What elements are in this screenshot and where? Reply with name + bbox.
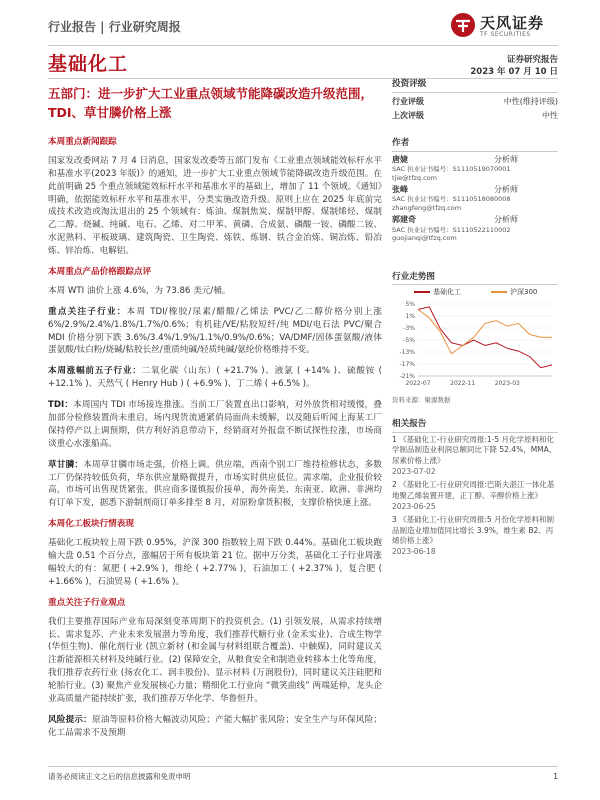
section-title-news: 本周重点新闻跟踪: [48, 137, 117, 147]
focus-label: 重点关注子行业：: [48, 306, 127, 317]
rating-industry-label: 行业评级: [392, 96, 424, 106]
risk-label: 风险提示：: [48, 714, 92, 725]
author-role: 分析师: [494, 215, 518, 225]
author-cert: SAC 执业证书编号：S1110522110002: [392, 225, 511, 234]
author-cert: SAC 执业证书编号：S1110519070001: [392, 165, 511, 174]
rating-title: 投资评级: [392, 78, 558, 93]
authors-title: 作者: [392, 137, 558, 152]
author-name: 郭建奇: [392, 215, 416, 225]
page-number: 1: [553, 772, 558, 781]
legend-item-hs300: [491, 287, 537, 298]
author-name: 唐婕: [392, 154, 408, 164]
oil-paragraph: 本周 WTI 油价上涨 4.6%，为 73.86 美元/桶。: [48, 285, 231, 296]
legend-item-chem: [414, 287, 461, 298]
author-1: [392, 155, 558, 182]
related-date: 2023-06-18: [392, 547, 436, 557]
news-paragraph: 国家发改委网站 7 月 4 日消息，国家发改委等五部门发布《工业重点领域能效标杆水平和基准水平(2023 年版)》的通知，进一步扩大工业重点领域节能降碳改造升级范围。在此前明确 25 个重点领域能效标杆水平和基准水平的基础上，增加了 11 个领域。《通知》明确，依据能效标杆水平和基准水平，分类实施改造升级。原则上应在 2025 年底前完成技术改造或淘汰退出的 25 个领域有：炼油、煤制焦炭、煤制甲醇、煤制烯烃、煤制乙二醇、烧碱、纯碱、电石、乙烯、对二甲苯、黄磷、合成氨、磷酸一铵、磷酸二铵、水泥熟料、平板玻璃、建筑陶瓷、卫生陶瓷、炼铁、炼钢、铁合金冶炼、铜冶炼、铅冶炼、锌冶炼、电解铝。: [48, 155, 382, 257]
page-footer: [48, 766, 558, 782]
y-tick-label: 5%: [405, 300, 415, 308]
x-tick-label: 2022-11: [450, 379, 476, 387]
rating-prev: [392, 109, 558, 123]
author-3: [392, 215, 558, 242]
y-tick-label: 1%: [405, 312, 415, 320]
author-role: 分析师: [494, 154, 518, 164]
views-paragraph: 我们主要推荐国际产业布局深刻变革周期下的投资机会。(1) 引领发展，从需求持续增长、需求复苏、产业未来发展潜力等角度，我们推荐代糖行业 (金禾实业)、合成生物学 (华恒生物)、催化剂行业 (凯立新材 (和金属与材料组联合覆盖)、中触媒)，同时建议关注新能源相关材料及纯碱行业。(2) 保障安全，从粮食安全和制造业转移本土化等角度，我们推荐农药行业 (扬农化工、润丰股份)、显示材料 (万润股份)，同时建议关注硅肥和轮胎行业。(3) 聚焦产业发展核心力量；精细化工行业向 “微笑曲线” 两端延伸，龙头企业高质量产能持续扩张，我们推荐万华化学、华鲁恒升。: [48, 616, 382, 704]
glyphosate-text: 本周草甘膦市场走强，价格上调。供应端，西南个别工厂维持检修状态，多数工厂仍保持较低负荷，华东供应量略微提升，市场实时供应低位。需求端，企业报价较高，市场可出售现货紧张，供应商多谨慎报价接单，海外南美、东南亚、欧洲、非洲均有订单下发，据悉下游制剂商订单多排至 8 月，对原粉拿货积极，支撑价格快速上涨。: [48, 459, 382, 509]
rating-industry: [392, 95, 558, 109]
rating-prev-label: 上次评级: [392, 110, 424, 120]
author-role: 分析师: [494, 185, 518, 195]
x-tick-label: 2023-03: [494, 379, 520, 387]
legend-label-chem: 基础化工: [433, 288, 461, 297]
related-date: 2023-06-25: [392, 501, 436, 511]
related-item[interactable]: 2 《基础化工-行业研究周报:巴斯夫湛江一体化基地聚乙烯装置开建，正丁醇、辛醇价格上涨》: [392, 480, 555, 500]
trend-title: 行业走势图: [392, 271, 558, 286]
section-title-views: 重点关注子行业观点: [48, 597, 126, 608]
rating-prev-value: 中性: [542, 110, 558, 120]
y-tick-label: -21%: [399, 372, 415, 380]
report-type: 证券研究报告: [506, 55, 558, 65]
report-date: 2023 年 07 月 10 日: [470, 67, 558, 77]
related-list: [392, 435, 558, 559]
author-name: 张峰: [392, 185, 408, 195]
focus-text: 本周 TDI/橡胶/尿素/醋酸/乙烯法 PVC/乙二醇价格分别上涨 6%/2.9%/2.4%/1.8%/1.7%/0.6%；有机硅/VE/粘胶短纤/纯 MDI/电石法 PVC/聚合 MDI 价格分别下跌 3.6%/3.4%/1.9%/1.1%/0.9%/0.6%；VA/DMF/固体蛋氨酸/液体蛋氨酸/钛白粉/烧碱/粘胶长丝/重质纯碱/轻质纯碱/氨纶价格维持不变。: [48, 306, 382, 356]
tf-logo-icon: [450, 12, 476, 38]
sector-title: 基础化工: [48, 53, 129, 75]
y-tick-label: -5%: [403, 336, 415, 344]
risk-text: 原油等原料价格大幅波动风险；产能大幅扩张风险；安全生产与环保风险；化工品需求不及预期: [48, 714, 382, 738]
y-tick-label: -13%: [399, 348, 415, 356]
author-2: [392, 185, 558, 212]
author-email[interactable]: tjie@tfzq.com: [392, 173, 437, 182]
related-title: 相关报告: [392, 418, 558, 433]
page-header: [48, 10, 558, 46]
report-category: 行业报告 | 行业研究周报: [48, 20, 181, 34]
related-item[interactable]: 3 《基础化工-行业研究周报:5 月份化学原料和制品制造业增加值同比增长 3.9%，维生素 B2、丙烯价格上涨》: [392, 514, 555, 546]
brand-logo: [450, 10, 558, 40]
tdi-paragraph: [48, 399, 382, 451]
rating-industry-value: 中性(维持评级): [503, 96, 558, 106]
glyphosate-label: 草甘膦：: [48, 459, 84, 470]
legend-swatch-hs300: [491, 291, 507, 293]
chart-legend: [392, 287, 558, 298]
chart-source: 资料来源：聚源数据: [392, 395, 451, 404]
top5-text: 二氧化碳（山东）( +21.7% )、液氯 ( +14% )、硫酸铵 ( +12.1% )、天然气 ( Henry Hub ) ( +6.9% )、丁二烯 ( +6.5% )。: [48, 366, 382, 390]
y-tick-label: -17%: [399, 360, 415, 368]
focus-paragraph: [48, 306, 382, 358]
legend-label-hs300: 沪深300: [510, 288, 538, 297]
section-title-market: 本周化工板块行情表现: [48, 519, 134, 530]
risk-paragraph: [48, 714, 382, 740]
author-cert: SAC 执业证书编号：S1110518080008: [392, 195, 511, 204]
disclaimer-text: 请务必阅读正文之后的信息披露和免责申明: [48, 772, 191, 781]
related-item[interactable]: 1 《基础化工-行业研究周报:1-5 月化学原料和化学制品制造业利润总额同比下降 52.4%，MMA、尿素价格上涨》: [392, 434, 557, 466]
author-email[interactable]: zhangfeng@tfzq.com: [392, 203, 462, 212]
tdi-label: TDI：: [48, 400, 74, 411]
report-headline: 五部门：进一步扩大工业重点领域节能降碳改造升级范围，TDI、草甘膦价格上涨: [48, 86, 374, 121]
y-tick-label: -3%: [403, 324, 415, 332]
tdi-text: 本周国内 TDI 市场接连推涨。当前工厂装置直出口影响，对外放货相对缓慢，叠加部分检修装置尚未重启，场内现货流通紧俏局面尚未缓解，以及随后听闻上海某工厂保持停产以上调预期，供方利好消息带动下，经销商对外报盘不断试探性拉涨，市场商谈重心水涨船高。: [48, 400, 382, 449]
top5-paragraph: [48, 365, 382, 391]
logo-cn-text: 天风证券: [480, 14, 545, 32]
x-tick-label: 2022-07: [405, 379, 431, 387]
related-date: 2023-07-02: [392, 467, 436, 477]
logo-en-text: TF SECURITIES: [480, 31, 531, 38]
main-content: [48, 136, 382, 748]
legend-swatch-chem: [414, 291, 430, 293]
sidebar: [392, 78, 558, 560]
header-rule: [48, 45, 558, 46]
author-email[interactable]: guojianqi@tfzq.com: [392, 234, 457, 243]
top5-label: 本周涨幅前五子行业：: [48, 366, 142, 377]
trend-chart: [392, 298, 558, 390]
glyphosate-paragraph: [48, 459, 382, 511]
market-paragraph: 基础化工板块较上周下跌 0.95%，沪深 300 指数较上周下跌 0.44%。基础化工板块跑输大盘 0.51 个百分点，涨幅居于所有板块第 21 位。据申万分类，基础化工子行业周涨幅较大的有：氮肥 ( +2.9% )，维纶 ( +2.77% )，石油加工 ( +2.37% )，复合肥 ( +1.66% )，石油贸易 ( +1.6% )。: [48, 538, 382, 587]
section-title-prices: 本周重点产品价格跟踪点评: [48, 267, 152, 278]
